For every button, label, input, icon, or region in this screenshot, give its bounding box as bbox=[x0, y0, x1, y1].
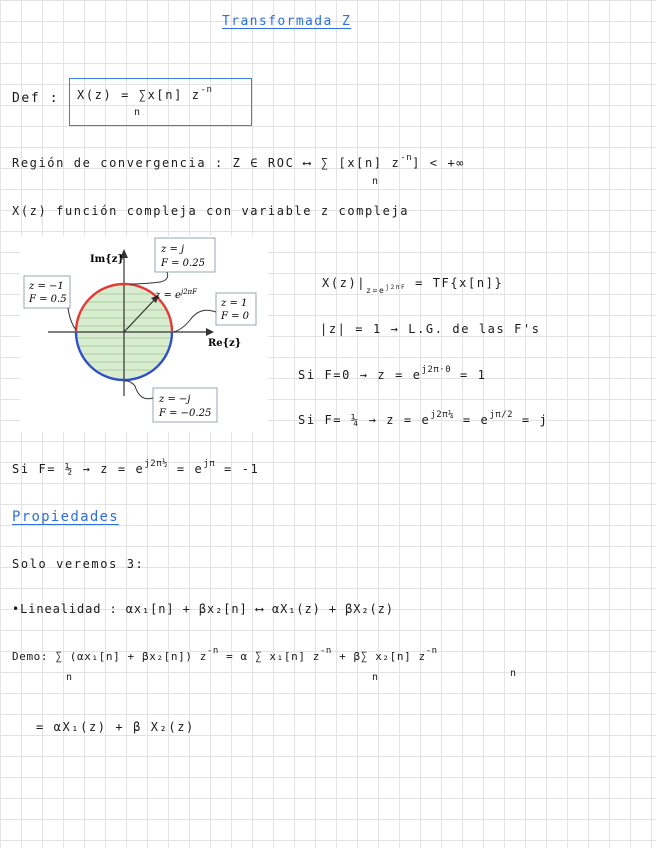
demo-result: = αX₁(z) + β X₂(z) bbox=[36, 720, 195, 734]
note-eq4: Si F= ¼ → $z = e^{j2\pi\frac{1}{4}} = e^{j\pi/2} = j$ bbox=[298, 410, 549, 427]
demo-sum-index-1: n bbox=[66, 672, 73, 683]
im-axis-label: Im{z} bbox=[90, 254, 124, 265]
callout-top-line2: F = 0.25 bbox=[161, 258, 205, 269]
note-eq3: Si $F=0 \to z = e^{j2\pi\cdot 0} = 1$ bbox=[298, 365, 487, 382]
callout-left-line1: z = −1 bbox=[29, 281, 64, 292]
note-eq1: $X(z)|_{z=e^{j2\pi F}} = TF\{x[n]\}$ bbox=[322, 276, 504, 295]
section-heading: Propiedades bbox=[12, 509, 120, 525]
note-eq5: Si F= ½ → $z = e^{j2\pi\frac{1}{2}} = e^{j\pi} = -1$ bbox=[12, 459, 260, 476]
roc-line: Región de convergencia : Z ∈ ROC ⟷ ∑ [x[n] $z^{-n}$] < +∞ bbox=[12, 153, 466, 170]
section-intro: Solo veremos 3: bbox=[12, 557, 145, 571]
callout-top-line1: z = j bbox=[161, 244, 185, 255]
definition-sum-index: n bbox=[134, 107, 141, 118]
note-eq2: |z| = 1 → L.G. de las F's bbox=[320, 322, 541, 336]
definition-label: Def : bbox=[12, 91, 60, 106]
demo-sum-index-3: n bbox=[510, 668, 517, 679]
callout-left-line2: F = 0.5 bbox=[29, 294, 67, 305]
callout-right-line1: z = 1 bbox=[221, 298, 248, 309]
linearity-property: •Linealidad : αx₁[n] + βx₂[n] ⟷ αX₁(z) + βX₂(z) bbox=[12, 602, 394, 616]
complex-function-line: X(z) función compleja con variable z compleja bbox=[12, 204, 410, 218]
callout-right-line2: F = 0 bbox=[221, 311, 250, 322]
page-title: Transformada Z bbox=[222, 14, 352, 29]
radius-label: $z = e^{j2\pi F}$ bbox=[155, 288, 198, 301]
definition-formula: X(z) = ∑x[n] $z^{-n}$ bbox=[77, 85, 213, 102]
definition-box bbox=[69, 78, 252, 126]
unit-circle-figure bbox=[20, 236, 268, 432]
demo-line: Demo: ∑ (αx₁[n] + βx₂[n]) $z^{-n} = \alpha$ ∑ x₁[n] $z^{-n} + \beta\sum$ x₂[n] $z^{-n}$ bbox=[12, 646, 438, 663]
demo-sum-index-2: n bbox=[372, 672, 379, 683]
callout-bottom-line2: F = −0.25 bbox=[159, 408, 212, 419]
callout-bottom-line1: z = −j bbox=[159, 394, 191, 405]
re-axis-label: Re{z} bbox=[208, 338, 242, 349]
roc-sum-index: n bbox=[372, 176, 379, 187]
